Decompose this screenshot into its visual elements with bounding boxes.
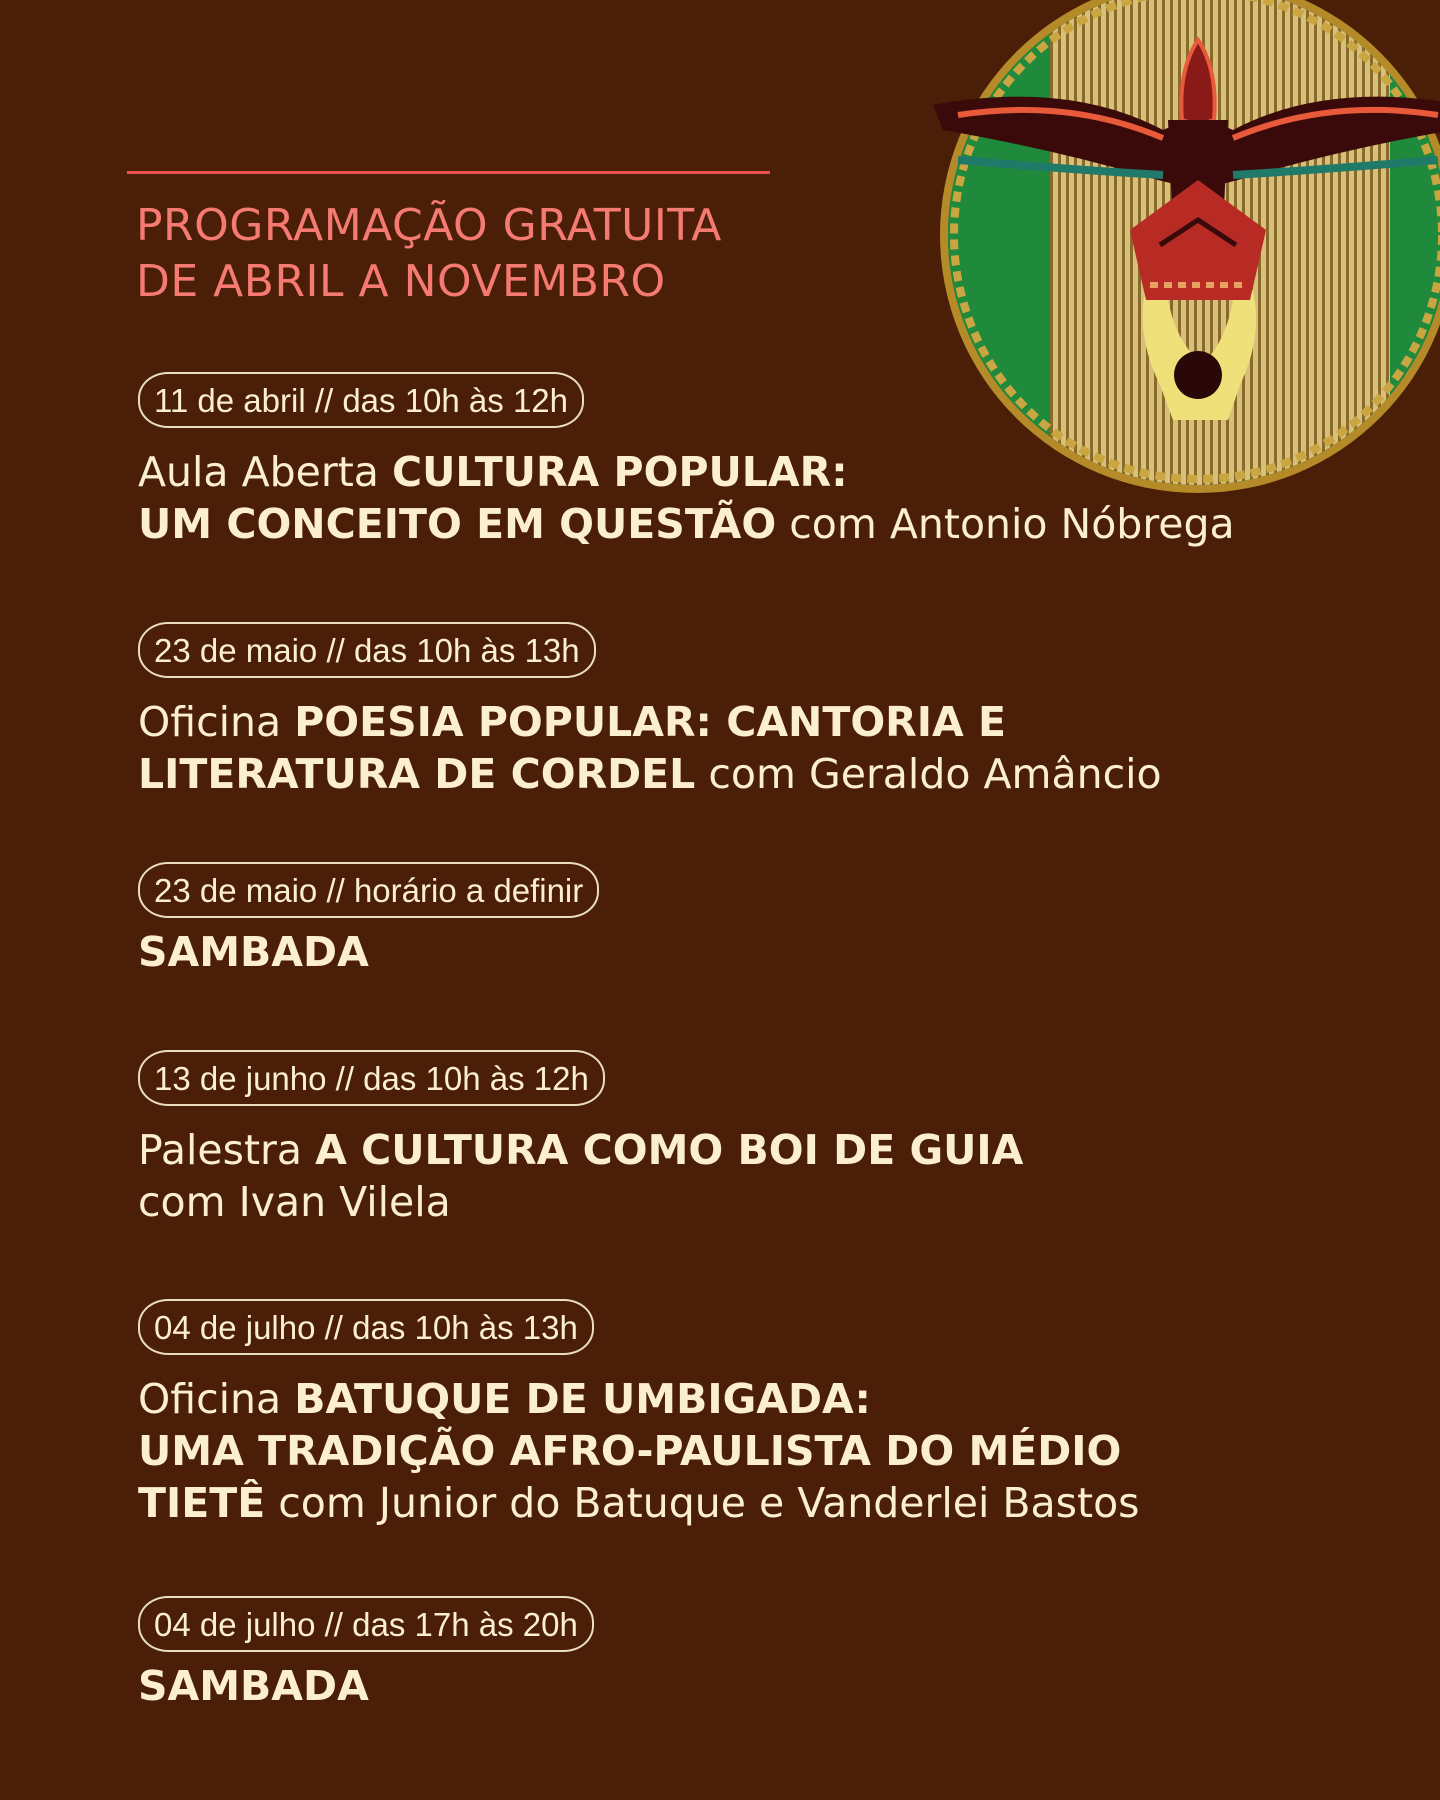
- event-date-pill: 11 de abril // das 10h às 12h: [138, 372, 584, 428]
- event-title: UM CONCEITO EM QUESTÃO: [138, 500, 777, 548]
- event-date-pill: 04 de julho // das 17h às 20h: [138, 1596, 594, 1652]
- event-item: [138, 1596, 594, 1712]
- event-title: SAMBADA: [138, 1662, 369, 1710]
- page-title: [136, 198, 722, 310]
- event-item: [138, 1050, 1023, 1228]
- page-title-line1: PROGRAMAÇÃO GRATUITA: [136, 200, 722, 251]
- event-speaker: com Junior do Batuque e Vanderlei Bastos: [278, 1479, 1140, 1527]
- event-type: Palestra: [138, 1126, 303, 1174]
- event-speaker: com Antonio Nóbrega: [789, 500, 1235, 548]
- event-date-pill: 04 de julho // das 10h às 13h: [138, 1299, 594, 1355]
- event-type: Aula Aberta: [138, 448, 379, 496]
- event-speaker: com Geraldo Amâncio: [708, 750, 1162, 798]
- event-item: [138, 622, 1162, 800]
- event-description: [138, 1124, 1023, 1228]
- event-date-pill: 23 de maio // das 10h às 13h: [138, 622, 596, 678]
- page-title-line2: DE ABRIL A NOVEMBRO: [136, 256, 666, 307]
- header-rule: [127, 171, 770, 174]
- event-title: LITERATURA DE CORDEL: [138, 750, 696, 798]
- event-speaker: com Ivan Vilela: [138, 1178, 451, 1226]
- event-type: Oficina: [138, 1375, 282, 1423]
- event-description: [138, 696, 1162, 800]
- event-description: [138, 1373, 1140, 1529]
- event-item: [138, 372, 1235, 550]
- event-date-pill: 13 de junho // das 10h às 12h: [138, 1050, 605, 1106]
- event-title: CULTURA POPULAR:: [391, 448, 848, 496]
- event-item: [138, 862, 599, 978]
- event-title: A CULTURA COMO BOI DE GUIA: [315, 1126, 1024, 1174]
- event-title: TIETÊ: [138, 1479, 266, 1527]
- event-type: Oficina: [138, 698, 282, 746]
- event-title: SAMBADA: [138, 928, 369, 976]
- event-title: BATUQUE DE UMBIGADA:: [294, 1375, 871, 1423]
- event-title: UMA TRADIÇÃO AFRO-PAULISTA DO MÉDIO: [138, 1427, 1122, 1475]
- event-item: [138, 1299, 1140, 1529]
- event-date-pill: 23 de maio // horário a definir: [138, 862, 599, 918]
- event-title: POESIA POPULAR: CANTORIA E: [294, 698, 1007, 746]
- event-description: [138, 446, 1235, 550]
